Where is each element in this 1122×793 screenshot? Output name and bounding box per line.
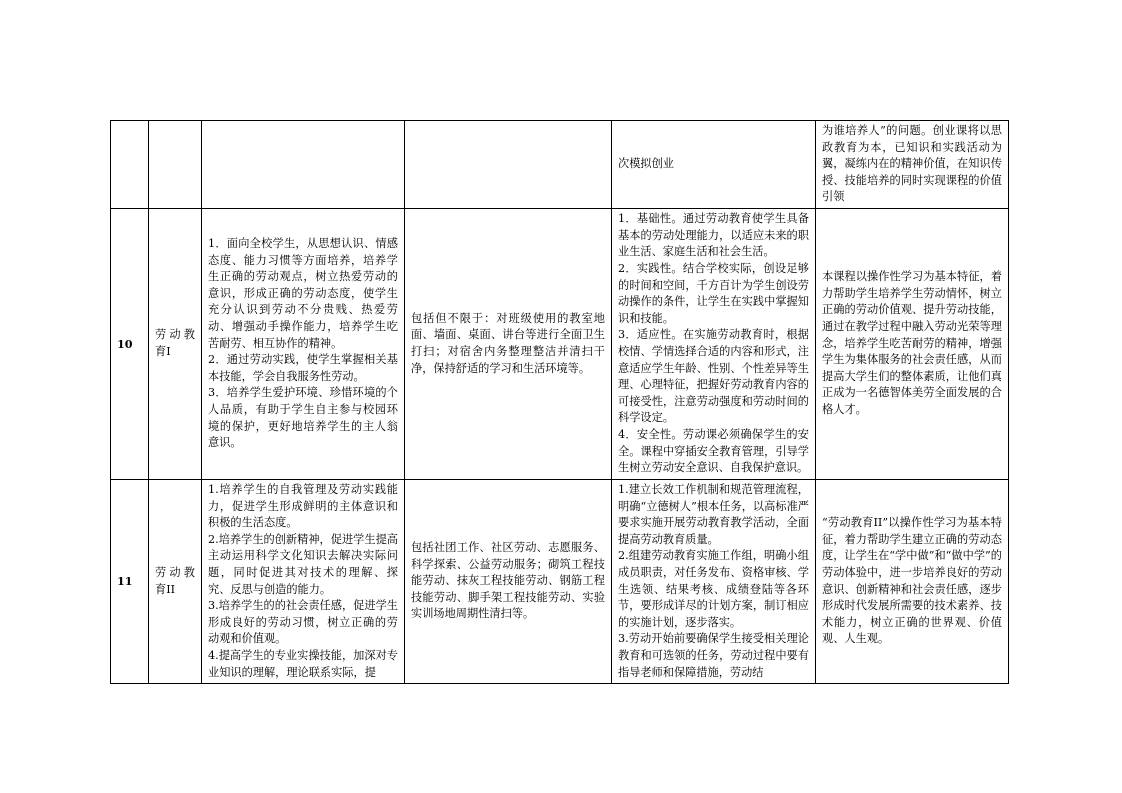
requirement-paragraph: 次模拟创业 xyxy=(618,157,674,171)
course-objectives xyxy=(202,208,405,479)
table-row xyxy=(111,208,1009,479)
requirement-paragraph: 1．基础性。通过劳动教育使学生具备基本的劳动处理能力，以适应未来的职业生活、家庭生活和社会生活。 xyxy=(618,212,809,259)
row-number: 11 xyxy=(111,479,149,683)
teaching-requirements xyxy=(612,479,816,683)
course-objectives xyxy=(202,479,405,683)
ideological-paragraph: “劳动教育II”以操作性学习为基本特征，着力帮助学生建立正确的劳动态度，让学生在“学中做”和“做中学”的劳动体验中，进一步培养良好的劳动意识、创新精神和社会责任感，逐步形成时代发展所需要的技术素养、技术能力，树立正确的世界观、价值观、人生观。 xyxy=(822,516,1002,646)
requirement-paragraph: 2．实践性。结合学校实际，创设足够的时间和空间，千方百计为学生创设劳动操作的条件，让学生在实践中掌握知识和技能。 xyxy=(618,262,809,325)
content-paragraph: 包括社团工作、社区劳动、志愿服务、科学探索、公益劳动服务；砌筑工程技能劳动、抹灰工程技能劳动、钢筋工程技能劳动、脚手架工程技能劳动、实验实训场地周期性清扫等。 xyxy=(411,541,605,621)
course-content xyxy=(405,479,612,683)
objective-paragraph: 2．通过劳动实践，使学生掌握相关基本技能，学会自我服务性劳动。 xyxy=(208,353,398,383)
requirement-paragraph: 3．适应性。在实施劳动教育时，根据校情、学情选择合适的内容和形式，注意适应学生年龄、性别、个性差异等生理、心理特征，把握好劳动教育内容的可接受性，注意劳动强度和劳动时间的科学设定。 xyxy=(618,328,809,425)
curriculum-table xyxy=(110,120,1009,684)
content-paragraph: 包括但不限于：对班级使用的教室地面、墙面、桌面、讲台等进行全面卫生打扫；对宿舍内务整理整洁并清扫干净，保持舒适的学习和生活环境等。 xyxy=(411,311,605,375)
requirement-paragraph: 3.劳动开始前要确保学生接受相关理论教育和可选领的任务，劳动过程中要有指导老师和保障措施，劳动结 xyxy=(618,632,809,679)
course-content xyxy=(405,121,612,209)
requirement-paragraph: 2.组建劳动教育实施工作组，明确小组成员职责，对任务发布、资格审核、学生选领、结果考核、成绩登陆等各环节，要形成详尽的计划方案，制订相应的实施计划，逐步落实。 xyxy=(618,549,809,629)
row-number xyxy=(111,121,149,209)
teaching-requirements xyxy=(612,121,816,209)
objective-paragraph: 3．培养学生爱护环境、珍惜环境的个人品质，有助于学生自主参与校园环境的保护，更好地培养学生的主人翁意识。 xyxy=(208,386,398,450)
course-name: 劳动教育I xyxy=(149,208,202,479)
requirement-paragraph: 1.建立长效工作机制和规范管理流程，明确“立德树人”根本任务，以高标准严要求实施开展劳动教育教学活动，全面提高劳动教育质量。 xyxy=(618,482,809,546)
table-row xyxy=(111,479,1009,683)
ideological-paragraph: 本课程以操作性学习为基本特征，着力帮助学生培养学生劳动情怀，树立正确的劳动价值观、提升劳动技能，通过在教学过程中融入劳动光荣等理念，培养学生吃苦耐劳的精神，增强学生为集体服务的社会责任感，从而提高大学生们的整体素质，让他们真正成为一名德智体美劳全面发展的合格人才。 xyxy=(822,270,1002,417)
objective-paragraph: 3.培养学生的的社会责任感，促进学生形成良好的劳动习惯，树立正确的劳动观和价值观。 xyxy=(208,599,398,646)
objective-paragraph: 1．面向全校学生，从思想认识、情感态度、能力习惯等方面培养，培养学生正确的劳动观点，树立热爱劳动的意识，形成正确的劳动态度，使学生充分认识到劳动不分贵贱、热爱劳动、增强动手操作能力，培养学生吃苦耐劳、相互协作的精神。 xyxy=(208,237,398,350)
objective-paragraph: 2.培养学生的创新精神，促进学生提高主动运用科学文化知识去解决实际问题，同时促进其对技术的理解、探究、反思与创造的能力。 xyxy=(208,532,398,596)
teaching-requirements xyxy=(612,208,816,479)
requirement-paragraph: 4．安全性。劳动课必须确保学生的安全。课程中穿插安全教育管理，引导学生树立劳动安全意识、自我保护意识。 xyxy=(618,427,809,475)
ideological-element xyxy=(816,208,1009,479)
row-number: 10 xyxy=(111,208,149,479)
course-objectives xyxy=(202,121,405,209)
course-content xyxy=(405,208,612,479)
ideological-element xyxy=(816,121,1009,209)
table-row xyxy=(111,121,1009,209)
course-name: 劳动教育II xyxy=(149,479,202,683)
ideological-paragraph: 为谁培养人”的问题。创业课将以思政教育为本，已知识和实践活动为翼，凝练内在的精神价值，在知识传授、技能培养的同时实现课程的价值引领 xyxy=(822,124,1002,204)
objective-paragraph: 4.提高学生的专业实操技能，加深对专业知识的理解，理论联系实际，提 xyxy=(208,648,398,679)
ideological-element xyxy=(816,479,1009,683)
objective-paragraph: 1.培养学生的自我管理及劳动实践能力，促进学生形成鲜明的主体意识和积极的生活态度。 xyxy=(208,482,398,530)
course-name xyxy=(149,121,202,209)
